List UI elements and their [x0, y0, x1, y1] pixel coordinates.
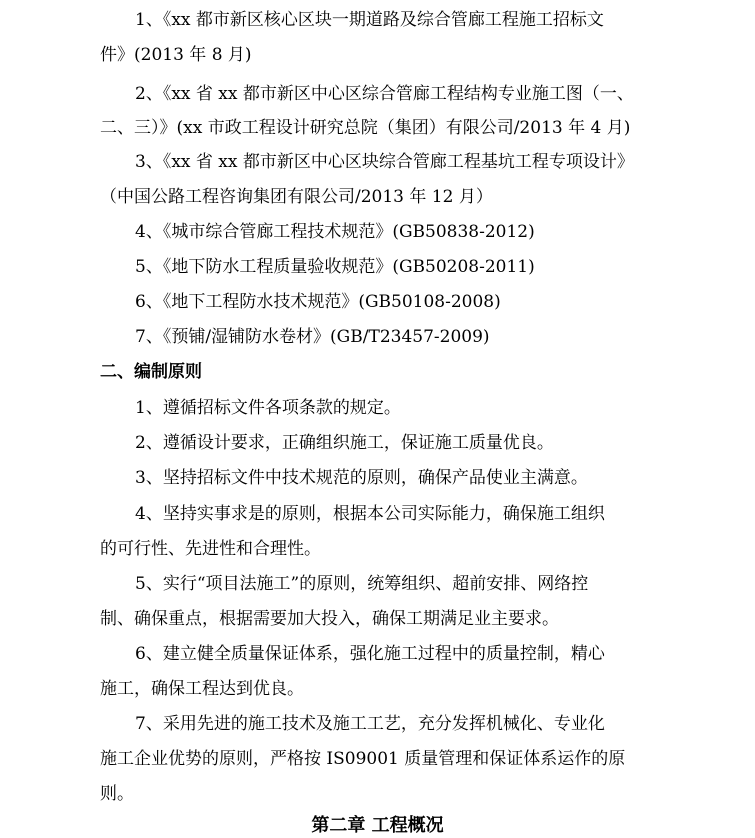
- principle-6-line-1: 6、建立健全质量保证体系，强化施工过程中的质量控制，精心: [135, 644, 605, 664]
- principle-1: 1、遵循招标文件各项条款的规定。: [135, 398, 401, 418]
- reference-7: 7、《预铺/湿铺防水卷材》(GB/T23457-2009): [135, 327, 490, 347]
- reference-1-line-2: 件》(2013 年 8 月): [100, 45, 252, 65]
- principle-7-line-3: 则。: [100, 784, 134, 804]
- principle-5-line-2: 制、确保重点，根据需要加大投入，确保工期满足业主要求。: [100, 609, 559, 629]
- principle-6-line-2: 施工，确保工程达到优良。: [100, 679, 304, 699]
- principle-7-line-2: 施工企业优势的原则，严格按 IS09001 质量管理和保证体系运作的原: [100, 749, 626, 769]
- reference-1-line-1: 1、《xx 都市新区核心区块一期道路及综合管廊工程施工招标文: [135, 10, 604, 30]
- principle-3: 3、坚持招标文件中技术规范的原则，确保产品使业主满意。: [135, 468, 588, 488]
- reference-3-line-1: 3、《xx 省 xx 都市新区中心区块综合管廊工程基坑工程专项设计》: [135, 152, 634, 172]
- reference-4: 4、《城市综合管廊工程技术规范》(GB50838-2012): [135, 222, 535, 242]
- principle-2: 2、遵循设计要求，正确组织施工，保证施工质量优良。: [135, 433, 554, 453]
- reference-3-line-2: （中国公路工程咨询集团有限公司/2013 年 12 月）: [100, 187, 493, 207]
- reference-6: 6、《地下工程防水技术规范》(GB50108-2008): [135, 292, 501, 312]
- reference-2-line-1: 2、《xx 省 xx 都市新区中心区综合管廊工程结构专业施工图（一、: [135, 84, 634, 104]
- principle-4-line-1: 4、坚持实事求是的原则，根据本公司实际能力，确保施工组织: [135, 504, 605, 524]
- section-heading: 二、编制原则: [100, 362, 202, 382]
- principle-5-line-1: 5、实行“项目法施工”的原则，统筹组织、超前安排、网络控: [135, 574, 589, 594]
- principle-7-line-1: 7、采用先进的施工技术及施工工艺，充分发挥机械化、专业化: [135, 714, 605, 734]
- next-chapter-heading: 第二章 工程概况: [311, 815, 444, 836]
- reference-2-line-2: 二、三）》(xx 市政工程设计研究总院（集团）有限公司/2013 年 4 月): [100, 118, 631, 138]
- reference-5: 5、《地下防水工程质量验收规范》(GB50208-2011): [135, 257, 535, 277]
- principle-4-line-2: 的可行性、先进性和合理性。: [100, 539, 321, 559]
